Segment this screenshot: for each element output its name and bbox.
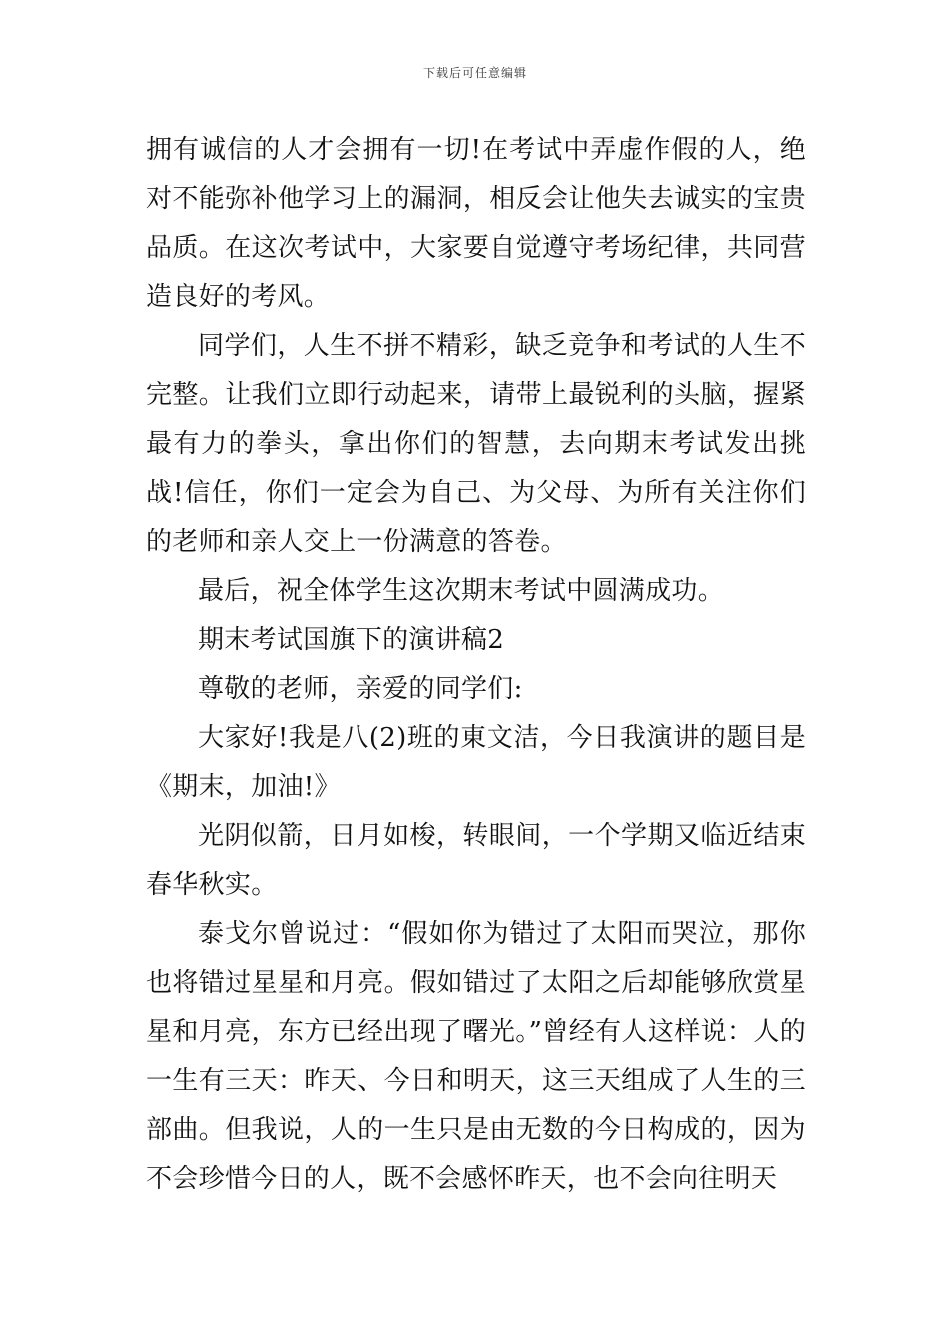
paragraph-7: 光阴似箭，日月如梭，转眼间，一个学期又临近结束春华秋实。 (146, 821, 806, 900)
paragraph-6: 大家好!我是八(2)班的東文洁，今日我演讲的题目是《期末，加油!》 (146, 723, 806, 802)
paragraph-3: 最后，祝全体学生这次期末考试中圆满成功。 (198, 576, 725, 606)
page-header: 下载后可任意编辑 (422, 66, 527, 80)
salutation: 尊敬的老师，亲爱的同学们: (198, 674, 523, 704)
document-body (146, 126, 806, 1204)
paragraph-8: 泰戈尔曾说过：“假如你为错过了太阳而哭泣，那你也将错过星星和月亮。假如错过了太阳之后却能够欣赏星星和月亮，东方已经出现了曙光。”曾经有人这样说：人的一生有三天：昨天、今日和明天，这三天组成了人生的三部曲。但我说，人的一生只是由无数的今日构成的，因为不会珍惜今日的人，既不会感怀昨天，也不会向往明天 (146, 919, 806, 1194)
paragraph-1: 拥有诚信的人才会拥有一切!在考试中弄虚作假的人，绝对不能弥补他学习上的漏洞，相反会让他失去诚实的宝贵品质。在这次考试中，大家要自觉遵守考场纪律，共同营造良好的考风。 (146, 135, 806, 312)
section-heading: 期末考试国旗下的演讲稿2 (198, 625, 505, 655)
paragraph-2: 同学们，人生不拼不精彩，缺乏竞争和考试的人生不完整。让我们立即行动起来，请带上最锐利的头脑，握紧最有力的拳头，拿出你们的智慧，去向期末考试发出挑战!信任，你们一定会为自己、为父母、为所有关注你们的老师和亲人交上一份满意的答卷。 (146, 331, 806, 557)
